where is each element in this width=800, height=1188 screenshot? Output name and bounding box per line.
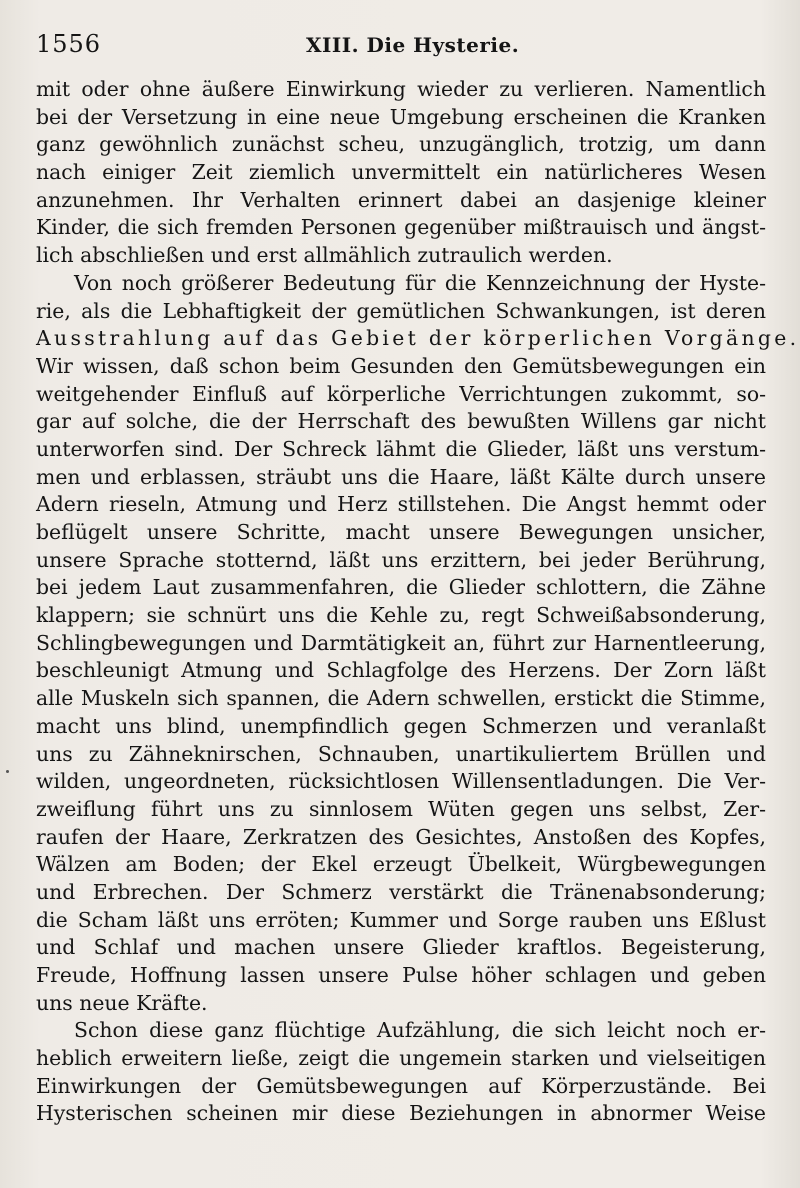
emphasized-text-line: Ausstrahlung auf das Gebiet der körperlichen Vorgänge. — [36, 326, 800, 351]
text-line: anzunehmen. Ihr Verhalten erinnert dabei an dasjenige kleiner — [36, 187, 766, 212]
text-line: alle Muskeln sich spannen, die Adern schwellen, erstickt die Stimme, — [36, 686, 766, 711]
paragraph-3 — [36, 1017, 766, 1128]
text-line: uns zu Zähneknirschen, Schnauben, unartikuliertem Brüllen und — [36, 741, 766, 766]
text-line: klappern; sie schnürt uns die Kehle zu, regt Schweißabsonderung, — [36, 603, 766, 628]
text-line: und Erbrechen. Der Schmerz verstärkt die Tränenabsonderung; — [36, 879, 766, 904]
text-line: Einwirkungen der Gemütsbewegungen auf Körperzustände. Bei — [36, 1073, 766, 1098]
paragraph-2 — [36, 270, 800, 1018]
text-line: gar auf solche, die der Herrschaft des bewußten Willens gar nicht — [36, 409, 766, 434]
text-line: rie, als die Lebhaftigkeit der gemütlichen Schwankungen, ist deren — [36, 298, 766, 323]
text-line: Hysterischen scheinen mir diese Beziehungen in abnormer Weise — [36, 1101, 766, 1126]
text-line: zweiflung führt uns zu sinnlosem Wüten gegen uns selbst, Zer- — [36, 796, 766, 821]
text-line: ganz gewöhnlich zunächst scheu, unzugänglich, trotzig, um dann — [36, 132, 766, 157]
text-line: beschleunigt Atmung und Schlagfolge des Herzens. Der Zorn läßt — [36, 658, 766, 683]
text-line: unterworfen sind. Der Schreck lähmt die Glieder, läßt uns verstum- — [36, 436, 766, 461]
paragraph-1 — [36, 76, 766, 270]
text-line: lich abschließen und erst allmählich zutraulich werden. — [36, 243, 613, 268]
text-line: Adern rieseln, Atmung und Herz stillstehen. Die Angst hemmt oder — [36, 492, 766, 517]
margin-speck — [6, 770, 9, 773]
text-line: Wir wissen, daß schon beim Gesunden den Gemütsbewegungen ein — [36, 353, 766, 378]
text-line: unsere Sprache stotternd, läßt uns erzittern, bei jeder Berührung, — [36, 547, 766, 572]
text-line: nach einiger Zeit ziemlich unvermittelt ein natürlicheres Wesen — [36, 160, 766, 185]
text-line: Kinder, die sich fremden Personen gegenüber mißtrauisch und ängst- — [36, 215, 766, 240]
page-number: 1556 — [36, 30, 102, 58]
text-line: macht uns blind, unempfindlich gegen Schmerzen und veranlaßt — [36, 713, 766, 738]
text-line: Schlingbewegungen und Darmtätigkeit an, führt zur Harnentleerung, — [36, 630, 766, 655]
running-title: XIII. Die Hysterie. — [306, 33, 520, 57]
text-line: und Schlaf und machen unsere Glieder kraftlos. Begeisterung, — [36, 935, 766, 960]
text-line: raufen der Haare, Zerkratzen des Gesichtes, Anstoßen des Kopfes, — [36, 824, 766, 849]
text-line: die Scham läßt uns erröten; Kummer und Sorge rauben uns Eßlust — [36, 907, 766, 932]
body-text — [36, 76, 800, 1128]
text-line: weitgehender Einfluß auf körperliche Verrichtungen zukommt, so- — [36, 381, 766, 406]
text-line: wilden, ungeordneten, rücksichtlosen Willensentladungen. Die Ver- — [36, 769, 766, 794]
text-line: bei jedem Laut zusammenfahren, die Glieder schlottern, die Zähne — [36, 575, 766, 600]
text-line: Wälzen am Boden; der Ekel erzeugt Übelkeit, Würgbewegungen — [36, 852, 766, 877]
text-line: heblich erweitern ließe, zeigt die ungemein starken und vielseitigen — [36, 1046, 766, 1071]
text-line: Freude, Hoffnung lassen unsere Pulse höher schlagen und geben — [36, 963, 766, 987]
text-line: men und erblassen, sträubt uns die Haare, läßt Kälte durch unsere — [36, 464, 766, 489]
text-line: bei der Versetzung in eine neue Umgebung erscheinen die Kranken — [36, 104, 766, 129]
text-line: Von noch größerer Bedeutung für die Kennzeichnung der Hyste- — [74, 270, 766, 295]
text-line: uns neue Kräfte. — [36, 990, 208, 1015]
text-line: beflügelt unsere Schritte, macht unsere Bewegungen unsicher, — [36, 520, 766, 544]
text-line: mit oder ohne äußere Einwirkung wieder zu verlieren. Namentlich — [36, 77, 766, 101]
page-header — [36, 30, 766, 64]
text-line: Schon diese ganz flüchtige Aufzählung, die sich leicht noch er- — [74, 1018, 766, 1043]
